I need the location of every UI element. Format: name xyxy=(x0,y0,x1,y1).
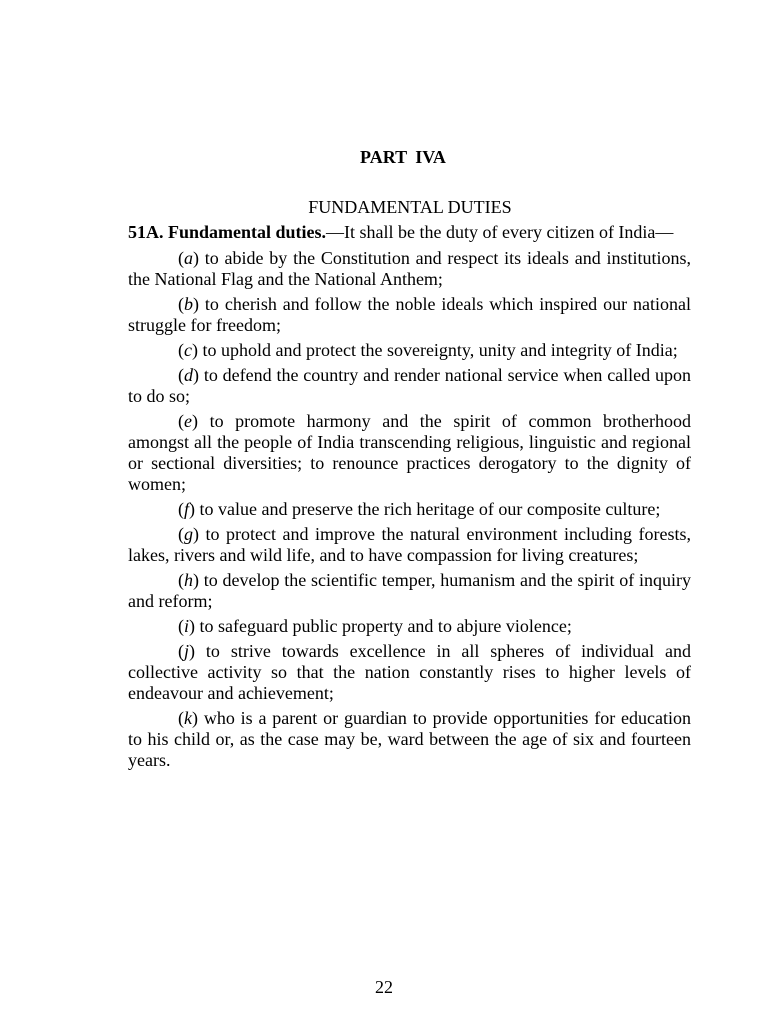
clause-text: to protect and improve the natural environment including forests, lakes, rivers and wild life, and to have compassion for living creatures; xyxy=(128,524,691,565)
article-body xyxy=(78,222,691,775)
clause-letter: a xyxy=(184,248,193,268)
clause-text: who is a parent or guardian to provide opportunities for education to his child or, as the case may be, ward between the age of six and fourteen years. xyxy=(128,708,691,770)
clause-letter: h xyxy=(184,570,193,590)
clause-h: (h) to develop the scientific temper, humanism and the spirit of inquiry and reform; xyxy=(128,570,691,611)
clause-text: to promote harmony and the spirit of common brotherhood amongst all the people of India transcending religious, linguistic and regional or sectional diversities; to renounce practices derogatory to the dignity of women; xyxy=(128,411,691,494)
clause-j: (j) to strive towards excellence in all spheres of individual and collective activity so that the nation constantly rises to higher levels of endeavour and achievement; xyxy=(128,641,691,703)
clause-f: (f) to value and preserve the rich heritage of our composite culture; xyxy=(178,499,661,519)
clause-c: (c) to uphold and protect the sovereignty, unity and integrity of India; xyxy=(178,340,678,360)
page-number: 22 xyxy=(375,977,393,997)
article-heading: 51A. Fundamental duties. xyxy=(128,222,327,242)
clause-text: to strive towards excellence in all spheres of individual and collective activity so that the nation constantly rises to higher levels of endeavour and achievement; xyxy=(128,641,691,703)
article-51a-paragraph xyxy=(78,222,691,243)
clause-g: (g) to protect and improve the natural environment including forests, lakes, rivers and wild life, and to have compassion for living creatures; xyxy=(128,524,691,565)
clause-letter: d xyxy=(184,365,193,385)
clause-text: to uphold and protect the sovereignty, unity and integrity of India; xyxy=(198,340,678,360)
clause-text: to abide by the Constitution and respect its ideals and institutions, the National Flag and the National Anthem; xyxy=(128,248,691,289)
clause-i: (i) to safeguard public property and to abjure violence; xyxy=(178,616,572,636)
clause-letter: c xyxy=(184,340,192,360)
clause-letter: i xyxy=(184,616,190,636)
clause-text: to safeguard public property and to abjure violence; xyxy=(195,616,572,636)
clause-d: (d) to defend the country and render national service when called upon to do so; xyxy=(128,365,691,406)
article-intro: —It shall be the duty of every citizen of India— xyxy=(326,222,674,242)
clause-letter: k xyxy=(184,708,192,728)
clause-letter: e xyxy=(184,411,192,431)
chapter-title: FUNDAMENTAL DUTIES xyxy=(308,197,512,217)
clause-b: (b) to cherish and follow the noble ideals which inspired our national struggle for freedom; xyxy=(128,294,691,335)
clause-letter: f xyxy=(184,499,190,519)
clause-text: to develop the scientific temper, humanism and the spirit of inquiry and reform; xyxy=(128,570,691,611)
part-title: PART IVA xyxy=(360,147,446,167)
clause-letter: b xyxy=(184,294,193,314)
clause-letter: g xyxy=(184,524,193,544)
clause-letter: j xyxy=(184,641,190,661)
clause-text: to defend the country and render national service when called upon to do so; xyxy=(128,365,691,406)
clause-text: to value and preserve the rich heritage of our composite culture; xyxy=(195,499,661,519)
clause-a: (a) to abide by the Constitution and respect its ideals and institutions, the National Flag and the National Anthem; xyxy=(128,248,691,289)
clause-text: to cherish and follow the noble ideals which inspired our national struggle for freedom; xyxy=(128,294,691,335)
clause-e: (e) to promote harmony and the spirit of common brotherhood amongst all the people of India transcending religious, linguistic and regional or sectional diversities; to renounce practices derogatory to the dignity of women; xyxy=(128,411,691,494)
clause-k: (k) who is a parent or guardian to provide opportunities for education to his child or, as the case may be, ward between the age of six and fourteen years. xyxy=(128,708,691,770)
